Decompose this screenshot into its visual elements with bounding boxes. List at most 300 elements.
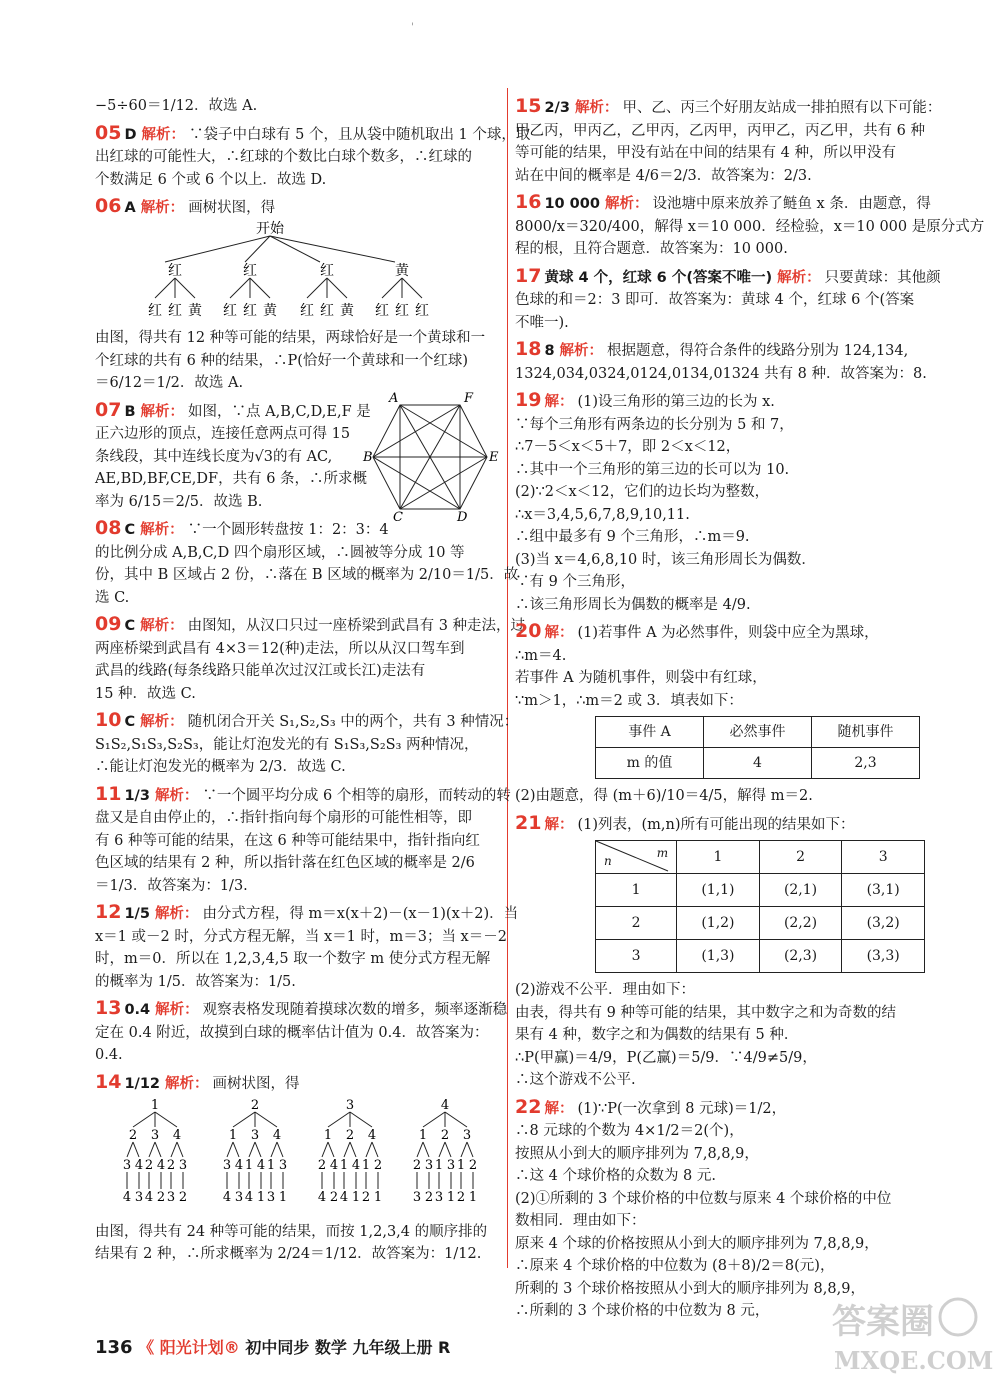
tree-root: 开始 (256, 220, 284, 237)
tree-leaf: 红 (415, 302, 429, 319)
text-line: ∵一个圆平均分成 6 个相等的扇形，而转动的转 (202, 787, 511, 804)
tree-node: 4 (272, 1128, 282, 1143)
text-line: ∴7－5＜x＜5＋7，即 2＜x＜12， (515, 439, 741, 455)
table-cell: (1,3) (677, 940, 760, 973)
text-line: 如图，∵点 A,B,C,D,E,F 是 (188, 403, 371, 420)
table-cell: 事件 A (596, 717, 704, 748)
tree-leaf: 1 (373, 1190, 383, 1205)
tree-leaf: 红 (148, 302, 162, 319)
text-line: ∴该三角形周长为偶数的概率是 4/9. (515, 596, 751, 613)
tree-node: 1 (361, 1158, 371, 1173)
text-line: 定在 0.4 附近，故摸到白球的概率估计值为 0.4．故答案为： (95, 1024, 489, 1041)
text-line: ∴这个游戏不公平. (515, 1072, 636, 1088)
stray-mark: ' (411, 22, 414, 33)
analysis-tag: 解析： (154, 787, 199, 804)
answer-13 (95, 997, 508, 1067)
q-number: 12 (95, 901, 122, 923)
tree-edge (255, 1142, 261, 1157)
tree-leaf: 2 (156, 1190, 166, 1205)
q-answer: 10 000 (544, 196, 600, 212)
text-line: 原来 4 个球的价格按照从小到大的顺序排列为 7,8,8,9， (515, 1235, 879, 1252)
row-header: 2 (596, 907, 677, 940)
text-line: 程的根，且符合题意．故答案为：10 000. (515, 241, 788, 257)
tree-edge (372, 1142, 378, 1157)
tree-leaf: 1 (446, 1190, 456, 1205)
text-line: 0.4. (95, 1047, 123, 1063)
text-line: ∵一个圆形转盘按 1：2：3：4 (187, 522, 389, 538)
answer-17 (515, 264, 941, 335)
text-line: 观察表格发现随着摸球次数的增多，频率逐渐稳 (202, 1002, 508, 1018)
tree-edge (417, 1142, 423, 1157)
table-header: 1 (677, 841, 760, 874)
text-line: 1324,034,0324,0124,0134,01324 共有 8 种．故答案为：8. (515, 365, 927, 382)
text-line: AE,BD,BF,CE,DF，共有 6 条，∴所求概 (95, 471, 368, 487)
tree-node: 1 (339, 1158, 349, 1173)
book-subtitle: 初中同步 数学 九年级上册 R (245, 1338, 451, 1357)
text-line: 画树状图，得 (188, 200, 276, 216)
text-line: ∴所剩的 3 个球价格的中位数为 8 元， (515, 1303, 770, 1319)
text-line: ∴这 4 个球价格的众数为 8 元. (515, 1168, 716, 1184)
text-line: 盘又是自由停止的，∴指针指向每个扇形的可能性相等，即 (95, 810, 472, 826)
q-answer: A (124, 200, 136, 216)
tree-node: 4 (156, 1158, 166, 1173)
q-answer: 2/3 (544, 100, 570, 116)
text-line: 由图，得共有 12 种等可能的结果，两球恰好是一个黄球和一 (95, 330, 486, 346)
watermark-url: MXQE.COM (834, 1346, 994, 1375)
tree-leaf: 1 (278, 1190, 288, 1205)
answer-12 (95, 901, 519, 993)
text-line: 甲、乙、丙三个好朋友站成一排拍照有以下可能： (622, 100, 942, 116)
table-row (596, 717, 920, 748)
tree-edge (233, 1142, 239, 1157)
tree-leaf: 3 (412, 1190, 422, 1205)
tree-leaf: 4 (122, 1190, 132, 1205)
text-line: 画树状图，得 (212, 1075, 300, 1092)
text-line: ∴8 元球的个数为 4×1/2＝2(个)， (515, 1123, 744, 1139)
tree-node: 1 (434, 1158, 444, 1173)
tree-leaf: 2 (329, 1190, 339, 1205)
tree-leaf: 3 (134, 1190, 144, 1205)
tree-node: 4 (351, 1158, 361, 1173)
row-header: 3 (596, 940, 677, 973)
text-line: 等可能的结果，甲没有站在中间的结果有 4 种，所以甲没有 (515, 145, 896, 161)
tree-edge (133, 1112, 155, 1127)
analysis-tag: 解析： (559, 343, 604, 359)
text-line: ∴m＝4. (515, 647, 567, 664)
tree-node: 2 (468, 1158, 478, 1173)
table-cell: 2,3 (812, 748, 920, 779)
q-answer: 1/5 (124, 906, 150, 922)
text-line: (1)列表，(m,n)所有可能出现的结果如下： (577, 816, 855, 833)
q-number: 13 (95, 997, 122, 1019)
text-line: ∴其中一个三角形的第三边的长可以为 10. (515, 461, 790, 478)
text-line: 个红球的共有 6 种的结果，∴P(恰好一个黄球和一个红球) (95, 352, 469, 369)
tree-edge (127, 1142, 133, 1157)
tree-leaf: 黄 (340, 302, 354, 319)
tree-leaf: 2 (456, 1190, 466, 1205)
q-number: 11 (95, 782, 122, 805)
analysis-tag: 解析： (140, 522, 184, 538)
text-line: (2)由题意，得 (m＋6)/10＝4/5，解得 m＝2. (515, 788, 813, 804)
hexagon-figure (363, 390, 499, 525)
answer-18 (515, 338, 925, 385)
column-divider (507, 88, 508, 1268)
text-line: 若事件 A 为随机事件，则袋中有红球， (515, 670, 767, 686)
tree-node: 2 (128, 1128, 138, 1143)
tree-node: 2 (440, 1128, 450, 1143)
answer-09 (95, 613, 526, 705)
answer-07 (95, 390, 500, 525)
tree-node: 3 (178, 1158, 188, 1173)
tree-node: 2 (345, 1128, 355, 1143)
tree-edge (149, 1142, 155, 1157)
text-line: (2)游戏不公平．理由如下： (515, 982, 696, 998)
tree-edge (233, 1112, 255, 1127)
tree-node: 1 (456, 1158, 466, 1173)
analysis-tag: 解析： (165, 1075, 209, 1092)
analysis-tag: 解析： (140, 403, 185, 420)
tree-leaf: 黄 (263, 302, 277, 319)
watermark-logo (828, 1289, 994, 1379)
tree-edge (249, 1142, 255, 1157)
text-line: ∵袋子中白球有 5 个，且从袋中随机取出 1 个球，取 (189, 126, 531, 143)
text-line: 所剩的 3 个球价格按照从小到大的顺序排列为 8,8,9， (515, 1280, 865, 1297)
text-line: ＝6/12＝1/2．故选 A. (95, 375, 244, 391)
tree-edge (350, 1142, 356, 1157)
tree-node: 2 (412, 1158, 422, 1173)
tree-node: 红 (320, 262, 334, 279)
q-answer: C (124, 714, 136, 730)
text-line: ∴组中最多有 9 个三角形，∴m＝9. (515, 529, 750, 545)
tree-leaf: 红 (395, 302, 409, 319)
tree-node: 2 (166, 1158, 176, 1173)
text-line: ∵有 9 个三角形， (515, 574, 635, 590)
tree-node: 黄 (395, 262, 409, 279)
tree-edge (445, 1142, 451, 1157)
answer-15 (515, 95, 942, 187)
text-line: 的比例分成 A,B,C,D 四个扇形区域，∴圆被等分成 10 等 (95, 544, 465, 561)
tree-leaf: 2 (178, 1190, 188, 1205)
tree-node: 4 (172, 1128, 182, 1143)
text-line: 武昌的线路(每条线路只能单次过汉江或长江)走法有 (95, 663, 426, 679)
table-cell: 随机事件 (812, 717, 920, 748)
tree-node: 4 (367, 1128, 377, 1143)
tree-leaf: 4 (317, 1190, 327, 1205)
vertex-label: A (389, 390, 399, 406)
text-line: 的概率为 1/5．故答案为：1/5. (95, 973, 296, 990)
text-line: (2)①所剩的 3 个球价格的中位数与原来 4 个球价格的中位 (515, 1190, 892, 1207)
tree-node: 1 (244, 1158, 254, 1173)
watermark-text: 答案圈 (832, 1302, 934, 1342)
tree-leaf: 4 (339, 1190, 349, 1205)
tree-edge (344, 1142, 350, 1157)
q-number: 20 (515, 620, 542, 642)
tree-edge (277, 1142, 283, 1157)
text-line: 色区域的结果有 2 种，所以指针落在红色区域的概率是 2/6 (95, 855, 475, 871)
tree-node: 1 (323, 1128, 333, 1143)
text-line: ∵每个三角形有两条边的长分别为 5 和 7， (515, 416, 794, 433)
vertex-label: B (363, 449, 373, 465)
tree-node: 3 (278, 1158, 288, 1173)
q-number: 06 (95, 195, 122, 217)
text-line: 选 C. (95, 589, 130, 606)
table-cell: (3,1) (842, 874, 925, 907)
text-line: 时，m＝0．所以在 1,2,3,4,5 取一个数字 m 使分式方程无解 (95, 951, 491, 967)
tree-leaf: 红 (300, 302, 314, 319)
tree-edge (439, 1142, 445, 1157)
tree-leaf: 红 (223, 302, 237, 319)
q-number: 14 (95, 1070, 122, 1093)
tree-node: 3 (462, 1128, 472, 1143)
text-line: ∴P(甲赢)＝4/9，P(乙赢)＝5/9．∵4/9≠5/9， (515, 1049, 817, 1066)
q-number: 19 (515, 389, 542, 411)
text-line: x＝1 或－2 时，分式方程无解，当 x＝1 时，m＝3；当 x＝－2 (95, 928, 507, 945)
tree-edge (227, 1142, 233, 1157)
tree-node: 2 (144, 1158, 154, 1173)
q-number: 09 (95, 613, 122, 635)
vertex-label: F (464, 390, 474, 406)
text-line: ∴原来 4 个球价格的中位数为 (8＋8)/2＝8(元)， (515, 1258, 835, 1274)
tree-edge (366, 1142, 372, 1157)
q-number: 07 (95, 398, 122, 421)
text-line: 随机闭合开关 S₁,S₂,S₃ 中的两个，共有 3 种情况： (187, 714, 519, 730)
text-line: 甲乙丙，甲丙乙，乙甲丙，乙丙甲，丙甲乙，丙乙甲，共有 6 种 (515, 122, 925, 139)
text-line: (2)∵2＜x＜12，它们的边长均为整数， (515, 484, 770, 500)
text-line: 由图知，从汉口只过一座桥梁到武昌有 3 种走法，过 (187, 618, 526, 634)
tree-node: 4 (256, 1158, 266, 1173)
q-answer: 1/12 (124, 1075, 161, 1092)
tree-edge (467, 1142, 473, 1157)
answer-21 (515, 812, 925, 1092)
vertex-label: E (489, 449, 499, 465)
analysis-tag: 解析： (154, 906, 199, 922)
answer-16 (515, 191, 985, 261)
text-line: 果有 4 种，数字之和为偶数的结果有 5 种． (515, 1027, 799, 1043)
tree-node: 3 (150, 1128, 160, 1143)
tree-edge (255, 1112, 277, 1127)
table-cell: (2,3) (759, 940, 842, 973)
tree-edge (328, 1112, 350, 1127)
table-cell: (3,2) (842, 907, 925, 940)
text-line: 两座桥梁到武昌有 4×3＝12(种)走法，所以从汉口驾车到 (95, 640, 465, 657)
table-row (596, 907, 925, 940)
text-line: ＝1/3．故答案为：1/3. (95, 877, 248, 894)
tree-node: 2 (373, 1158, 383, 1173)
tree-edge (423, 1142, 429, 1157)
brand-name: 阳光计划® (159, 1338, 240, 1357)
q04-tail: −5÷60＝1/12．故选 A. (95, 98, 258, 114)
q-answer: C (124, 522, 136, 538)
text-line: 色球的和＝2：3 即可．故答案为：黄球 4 个，红球 6 个(答案 (515, 292, 915, 308)
table-row (596, 841, 925, 874)
q-answer: 0.4 (124, 1002, 151, 1018)
text-line: 正六边形的顶点，连接任意两点可得 15 (95, 426, 351, 442)
text-line: 出红球的可能性大，∴红球的个数比白球个数多，∴红球的 (95, 149, 472, 165)
answer-11 (95, 782, 511, 898)
tree-leaf: 1 (351, 1190, 361, 1205)
q-number: 15 (515, 95, 542, 117)
tree-edge (155, 1112, 177, 1127)
tree-leaf: 3 (266, 1190, 276, 1205)
tree-node: 1 (418, 1128, 428, 1143)
tree-edge (328, 1142, 334, 1157)
corner-n: n (604, 853, 612, 868)
tree-node: 3 (122, 1158, 132, 1173)
solution-tag: 解： (544, 816, 574, 833)
double-arrow-icon: 《 (138, 1338, 155, 1357)
analysis-tag: 解析： (574, 100, 619, 116)
text-line: 不唯一). (515, 314, 569, 331)
table-cell: (3,3) (842, 940, 925, 973)
text-line: 由表，得共有 9 种等可能的结果，其中数字之和为奇数的结 (515, 1004, 896, 1021)
q-answer: C (124, 618, 136, 634)
text-line: ∴x＝3,4,5,6,7,8,9,10,11. (515, 506, 690, 523)
q-number: 05 (95, 121, 122, 144)
text-line: 条线段，其中连线长度为√3的有 AC, (95, 448, 333, 465)
tree-root: 2 (250, 1098, 260, 1113)
tree-node: 1 (228, 1128, 238, 1143)
text-line: 站在中间的概率是 4/6＝2/3．故答案为：2/3. (515, 167, 812, 184)
tree-leaf: 黄 (188, 302, 202, 319)
tree-edge (155, 1142, 161, 1157)
q-answer: 1/3 (124, 787, 150, 804)
answer-05 (95, 121, 531, 192)
solution-tag: 解： (544, 394, 574, 410)
q-answer: 黄球 4 个，红球 6 个(答案不唯一) (544, 269, 773, 286)
table-header: 2 (759, 841, 842, 874)
tree-node: 3 (424, 1158, 434, 1173)
analysis-tag: 解析： (140, 618, 184, 634)
tree-leaf: 红 (320, 302, 334, 319)
tree-node: 3 (222, 1158, 232, 1173)
q-number: 18 (515, 338, 542, 360)
text-line: 由分式方程，得 m＝x(x＋2)－(x－1)(x＋2)．当 (202, 906, 519, 922)
page-number: 136 (95, 1337, 133, 1358)
q-number: 17 (515, 264, 542, 287)
corner-cell (596, 841, 677, 874)
text-line: 15 种．故选 C. (95, 685, 196, 702)
tree-leaf: 3 (166, 1190, 176, 1205)
row-header: 1 (596, 874, 677, 907)
analysis-tag: 解析： (141, 126, 185, 143)
table-cell: (1,1) (677, 874, 760, 907)
text-line: 有 6 种等可能的结果，在这 6 种等可能结果中，指针指向红 (95, 832, 480, 849)
page-footer (95, 1335, 450, 1358)
q-answer: B (124, 403, 136, 420)
analysis-tag: 解析： (604, 196, 649, 212)
analysis-tag: 解析： (155, 1002, 199, 1018)
tree-leaf: 4 (244, 1190, 254, 1205)
tree-edge (171, 1142, 177, 1157)
tree-edge (445, 1112, 467, 1127)
tree-root: 1 (150, 1098, 160, 1113)
tree-node: 4 (329, 1158, 339, 1173)
tree-edge (133, 1142, 139, 1157)
text-line: 率为 6/15＝2/5．故选 B. (95, 493, 263, 510)
answer-20 (515, 620, 925, 808)
tree-node: 3 (250, 1128, 260, 1143)
text-line: 由图，得共有 24 种等可能的结果，而按 1,2,3,4 的顺序排的 (95, 1223, 488, 1240)
q-number: 22 (515, 1095, 542, 1118)
text-line: ∵m＞1，∴m＝2 或 3．填表如下： (515, 692, 743, 709)
tree-edge (423, 1112, 445, 1127)
tree-leaf: 4 (222, 1190, 232, 1205)
answer-08 (95, 517, 519, 609)
tree-node: 2 (317, 1158, 327, 1173)
tree-leaf: 2 (424, 1190, 434, 1205)
tree-node: 1 (266, 1158, 276, 1173)
answer-10 (95, 709, 519, 779)
tree-leaf: 红 (243, 302, 257, 319)
tree-edge (271, 1142, 277, 1157)
tree-leaf: 2 (361, 1190, 371, 1205)
tree-leaf: 3 (434, 1190, 444, 1205)
text-line: 个数满足 6 个或 6 个以上．故选 D. (95, 171, 327, 188)
tree-node: 红 (168, 262, 182, 279)
right-column (515, 95, 985, 1327)
tree-root: 3 (345, 1098, 355, 1113)
answer-19 (515, 389, 925, 616)
analysis-tag: 解析： (140, 714, 184, 730)
q-number: 21 (515, 811, 542, 834)
text-line: (1)设三角形的第三边的长为 x. (577, 394, 775, 410)
tree-leaf: 1 (468, 1190, 478, 1205)
vertex-label: C (393, 509, 403, 525)
text-line: (3)当 x＝4,6,8,10 时，该三角形周长为偶数． (515, 551, 816, 568)
table-cell: 4 (704, 748, 812, 779)
text-line: 8000/x＝320/400，解得 x＝10 000．经检验，x＝10 000 是原分式方 (515, 218, 985, 235)
tree-leaf: 红 (375, 302, 389, 319)
tree-edge (461, 1142, 467, 1157)
text-line: 只要黄球：其他颜 (824, 269, 941, 286)
tree-leaf: 1 (256, 1190, 266, 1205)
q-number: 10 (95, 709, 122, 731)
tree-diagram-06 (95, 220, 500, 320)
table-row (596, 874, 925, 907)
table-cell: 必然事件 (704, 717, 812, 748)
text-line: S₁S₂,S₁S₃,S₂S₃，能让灯泡发光的有 S₁S₃,S₂S₃ 两种情况， (95, 736, 479, 753)
tree-leaf: 4 (144, 1190, 154, 1205)
tree-diagram-14 (95, 1095, 500, 1213)
tree-edge (177, 1142, 183, 1157)
q-answer: 8 (544, 343, 555, 359)
corner-m: m (656, 846, 669, 860)
text-line: 结果有 2 种，∴所求概率为 2/24＝1/12．故答案为：1/12. (95, 1246, 482, 1262)
tree-node: 4 (234, 1158, 244, 1173)
table-cell: m 的值 (596, 748, 704, 779)
answer-14 (95, 1071, 500, 1266)
table-row (596, 940, 925, 973)
answer-06 (95, 195, 500, 395)
text-line: ∴能让灯泡发光的概率为 2/3．故选 C. (95, 759, 346, 775)
vertex-label: D (457, 509, 468, 525)
tree-node: 红 (243, 262, 257, 279)
table-cell: (2,1) (759, 874, 842, 907)
table-cell: (2,2) (759, 907, 842, 940)
analysis-tag: 解析： (777, 269, 821, 286)
tree-node: 3 (446, 1158, 456, 1173)
tree-leaf: 3 (234, 1190, 244, 1205)
table-21 (595, 840, 925, 973)
solution-tag: 解： (544, 1100, 574, 1117)
table-20 (595, 716, 920, 779)
tree-root: 4 (440, 1098, 450, 1113)
tree-edge (350, 1112, 372, 1127)
solution-tag: 解： (544, 625, 574, 641)
tree-node: 4 (134, 1158, 144, 1173)
text-line: 根据题意，得符合条件的线路分别为 124,134, (607, 343, 909, 359)
text-line: 数相同．理由如下： (515, 1213, 646, 1229)
